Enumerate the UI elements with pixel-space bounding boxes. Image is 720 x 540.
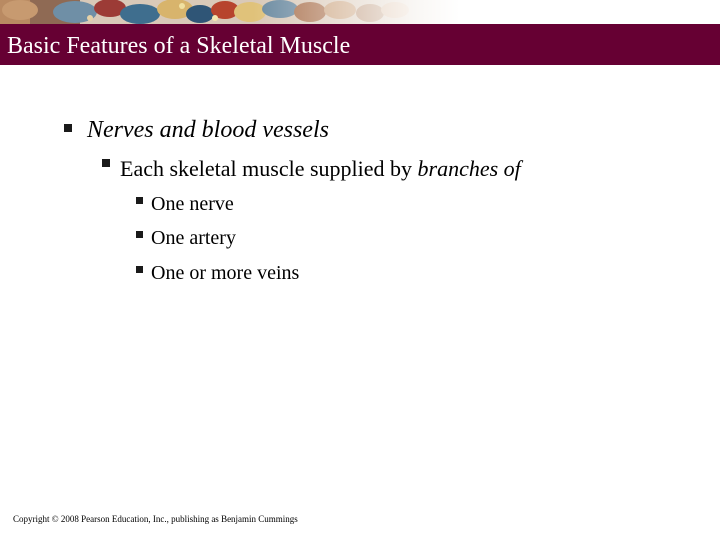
bullet-level2-italic-text: branches of — [417, 156, 521, 181]
square-bullet-icon — [136, 231, 143, 238]
slide-title: Basic Features of a Skeletal Muscle — [7, 33, 351, 59]
bullet-level2-text: Each skeletal muscle supplied by — [120, 156, 418, 181]
bullet-level3-item: One artery — [151, 227, 236, 249]
bullet-level3-item: One nerve — [151, 193, 234, 215]
square-bullet-icon — [136, 197, 143, 204]
square-bullet-icon — [64, 124, 72, 132]
copyright-notice: Copyright © 2008 Pearson Education, Inc., publishing as Benjamin Cummings — [13, 514, 298, 524]
square-bullet-icon — [136, 266, 143, 273]
bullet-level3-item: One or more veins — [151, 262, 300, 284]
banner-micrograph-image — [0, 0, 460, 24]
square-bullet-icon — [102, 159, 110, 167]
bullet-level2 — [120, 156, 521, 182]
bullet-level1: Nerves and blood vessels — [87, 117, 329, 143]
